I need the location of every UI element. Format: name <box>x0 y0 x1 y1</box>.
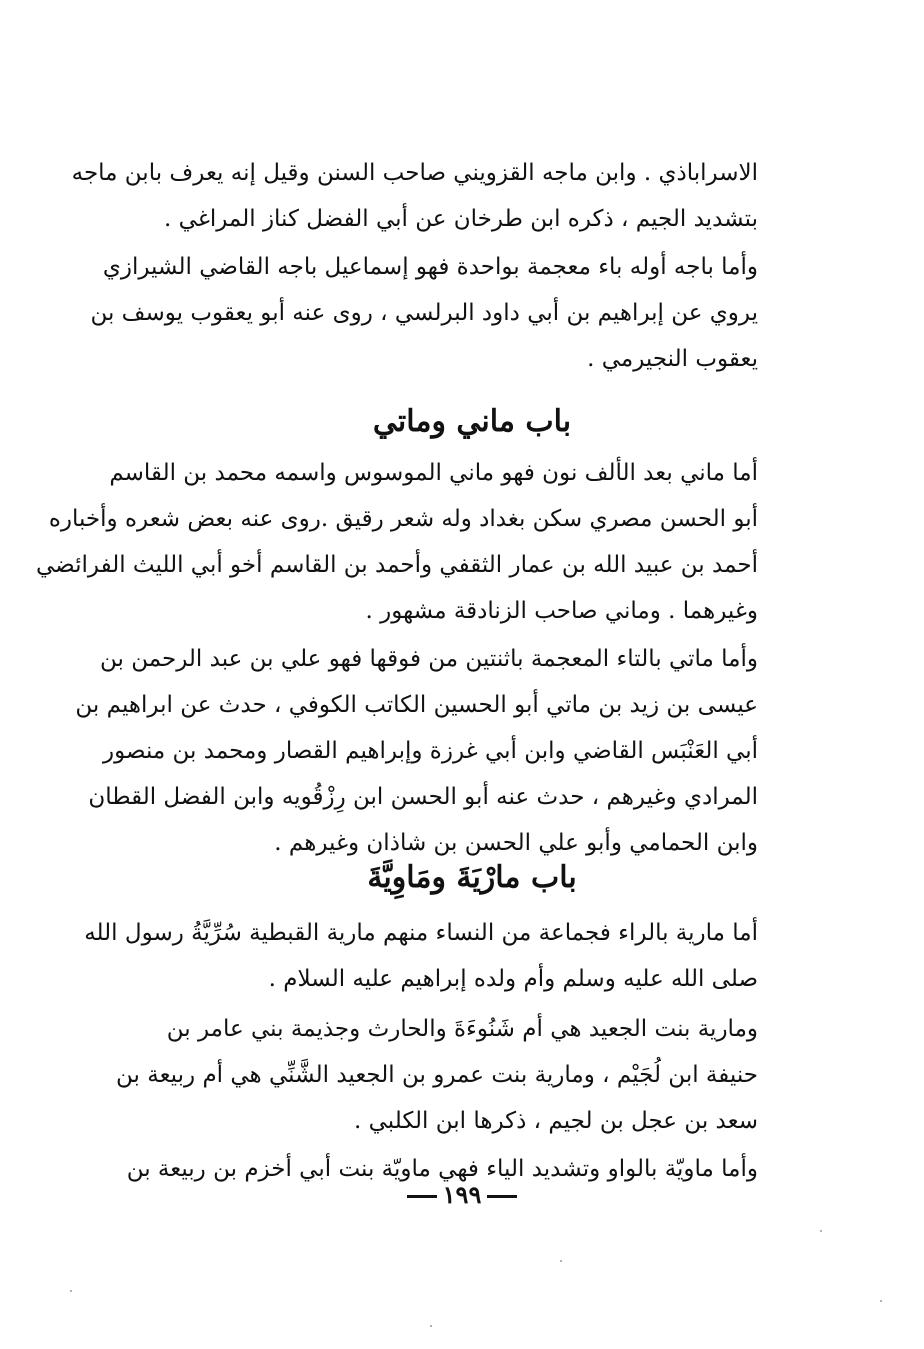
paragraph-block-3 <box>84 910 758 1192</box>
text-line: وغيرهما . وماني صاحب الزنادقة مشهور . <box>365 598 758 624</box>
dash-icon <box>487 1195 517 1198</box>
text-line: سعد بن عجل بن لجيم ، ذكرها ابن الكلبي . <box>353 1108 758 1134</box>
page-number-value: ١٩٩ <box>442 1180 482 1209</box>
dash-icon <box>407 1195 437 1198</box>
scan-speck <box>430 1325 432 1327</box>
scan-speck <box>820 1230 822 1232</box>
text-line: ومارية بنت الجعيد هي أم شَنُوءَةَ والحارث وجذيمة بني عامر بن <box>166 1016 758 1042</box>
text-line: يروي عن إبراهيم بن أبي داود البرلسي ، روى عنه أبو يعقوب يوسف بن <box>90 300 758 326</box>
text-line: وأما باجه أوله باء معجمة بواحدة فهو إسماعيل باجه القاضي الشيرازي <box>102 254 758 280</box>
text-line: أحمد بن عبيد الله بن عمار الثقفي وأحمد بن القاسم أخو أبي الليث الفرائضي <box>35 552 758 578</box>
text-line: بتشديد الجيم ، ذكره ابن طرخان عن أبي الفضل كناز المراغي . <box>164 206 758 232</box>
text-line: عيسى بن زيد بن ماتي أبو الحسين الكاتب الكوفي ، حدث عن ابراهيم بن <box>75 692 758 718</box>
scan-speck <box>880 1300 882 1302</box>
text-line: وأما ماتي بالتاء المعجمة باثنتين من فوقها فهو علي بن عبد الرحمن بن <box>99 646 758 672</box>
text-line: أبو الحسن مصري سكن بغداد وله شعر رقيق .روى عنه بعض شعره وأخباره <box>48 506 758 532</box>
text-line: المرادي وغيرهم ، حدث عنه أبو الحسن ابن رِزْقُويه وابن الفضل القطان <box>88 784 758 810</box>
section-heading: باب مارْيَةَ ومَاوِيَّةَ <box>367 860 577 895</box>
section-heading: باب ماني وماتي <box>372 404 572 439</box>
page-number <box>0 1180 924 1209</box>
text-line: أبي العَنْبَس القاضي وابن أبي غرزة وإبراهيم القصار ومحمد بن منصور <box>103 738 758 764</box>
text-line: وأما ماويّة بالواو وتشديد الياء فهي ماويّة بنت أبي أخزم بن ربيعة بن <box>126 1156 758 1182</box>
text-line: حنيفة ابن لُجَيْم ، ومارية بنت عمرو بن الجعيد الشَّنِّي هي أم ربيعة بن <box>116 1062 758 1088</box>
text-line: يعقوب النجيرمي . <box>587 346 758 372</box>
text-line: أما مارية بالراء فجماعة من النساء منهم مارية القبطية سُرِّيَّةُ رسول الله <box>84 920 758 946</box>
scan-speck <box>70 1290 72 1292</box>
paragraph-block-2 <box>35 450 758 866</box>
text-line: الاسرابا‌ذي . وابن ماجه القزويني صاحب السنن وقيل إنه يعرف بابن ماجه <box>71 160 758 186</box>
text-line: وابن الحمامي وأبو علي الحسن بن شاذان وغيرهم . <box>274 830 758 856</box>
scan-speck <box>560 1260 562 1262</box>
text-line: أما ماني بعد الألف نون فهو ماني الموسوس واسمه محمد بن القاسم <box>109 460 758 486</box>
paragraph-block-1 <box>71 150 758 382</box>
text-line: صلى الله عليه وسلم وأم ولده إبراهيم عليه السلام . <box>268 966 758 992</box>
